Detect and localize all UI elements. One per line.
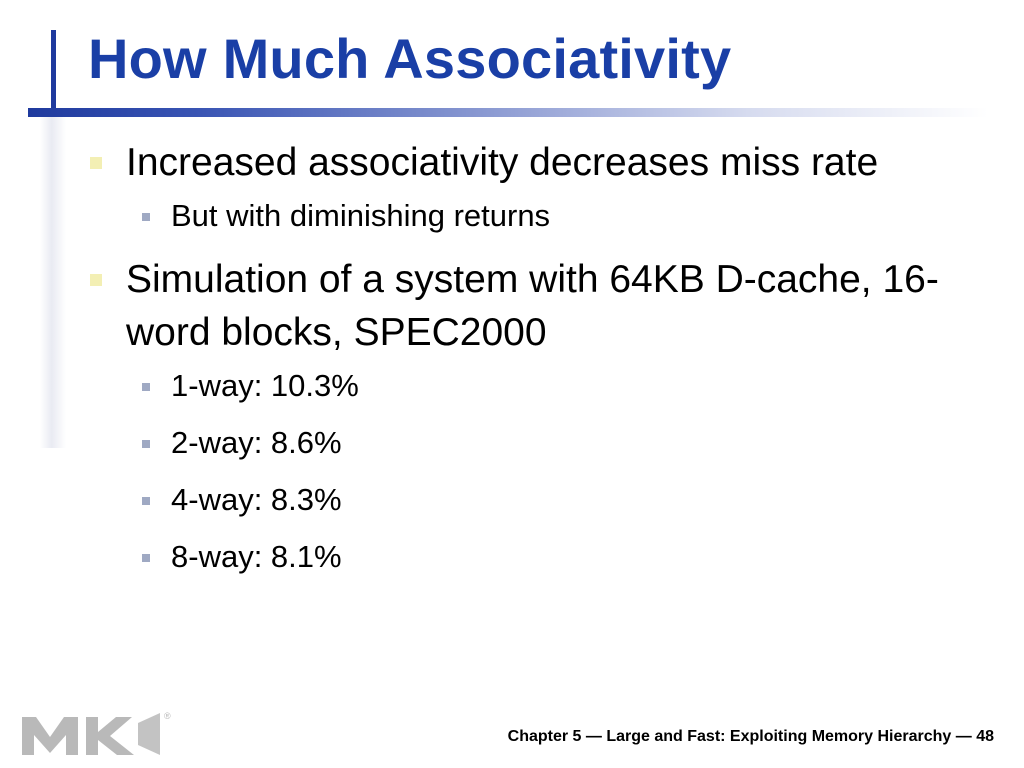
bullet-text: Simulation of a system with 64KB D-cache, 16-word blocks, SPEC2000 <box>126 258 939 354</box>
square-bullet-icon <box>142 383 150 391</box>
sub-bullet-text: 4-way: 8.3% <box>171 482 342 517</box>
sub-bullet-item <box>90 196 970 236</box>
sub-bullet-text: 1-way: 10.3% <box>171 368 359 403</box>
slide-title: How Much Associativity <box>88 27 732 90</box>
mk-logo <box>20 709 180 759</box>
bullet-item-1 <box>90 136 970 189</box>
title-vertical-rule <box>51 30 56 108</box>
slide-footer: Chapter 5 — Large and Fast: Exploiting Memory Hierarchy — 48 <box>507 728 994 745</box>
sub-bullet-item <box>90 366 970 406</box>
sub-bullet-item <box>90 480 970 520</box>
sub-bullet-item <box>90 537 970 577</box>
logo-accent-shape <box>138 713 160 755</box>
logo-letter-m <box>22 717 78 755</box>
bullet-list <box>90 136 970 594</box>
registered-mark-icon: ® <box>164 711 171 721</box>
square-bullet-icon <box>142 440 150 448</box>
left-shadow-decoration <box>40 108 66 448</box>
square-bullet-icon <box>90 157 102 169</box>
bullet-text: Increased associativity decreases miss rate <box>126 141 879 184</box>
title-underline-bar <box>28 108 988 117</box>
sub-bullet-text: 2-way: 8.6% <box>171 425 342 460</box>
square-bullet-icon <box>142 497 150 505</box>
bullet-item-2 <box>90 253 970 359</box>
square-bullet-icon <box>90 274 102 286</box>
square-bullet-icon <box>142 213 150 221</box>
sub-bullet-item <box>90 423 970 463</box>
sub-bullet-text: But with diminishing returns <box>171 198 551 233</box>
square-bullet-icon <box>142 554 150 562</box>
sub-bullet-text: 8-way: 8.1% <box>171 539 342 574</box>
logo-letter-k <box>86 717 134 755</box>
